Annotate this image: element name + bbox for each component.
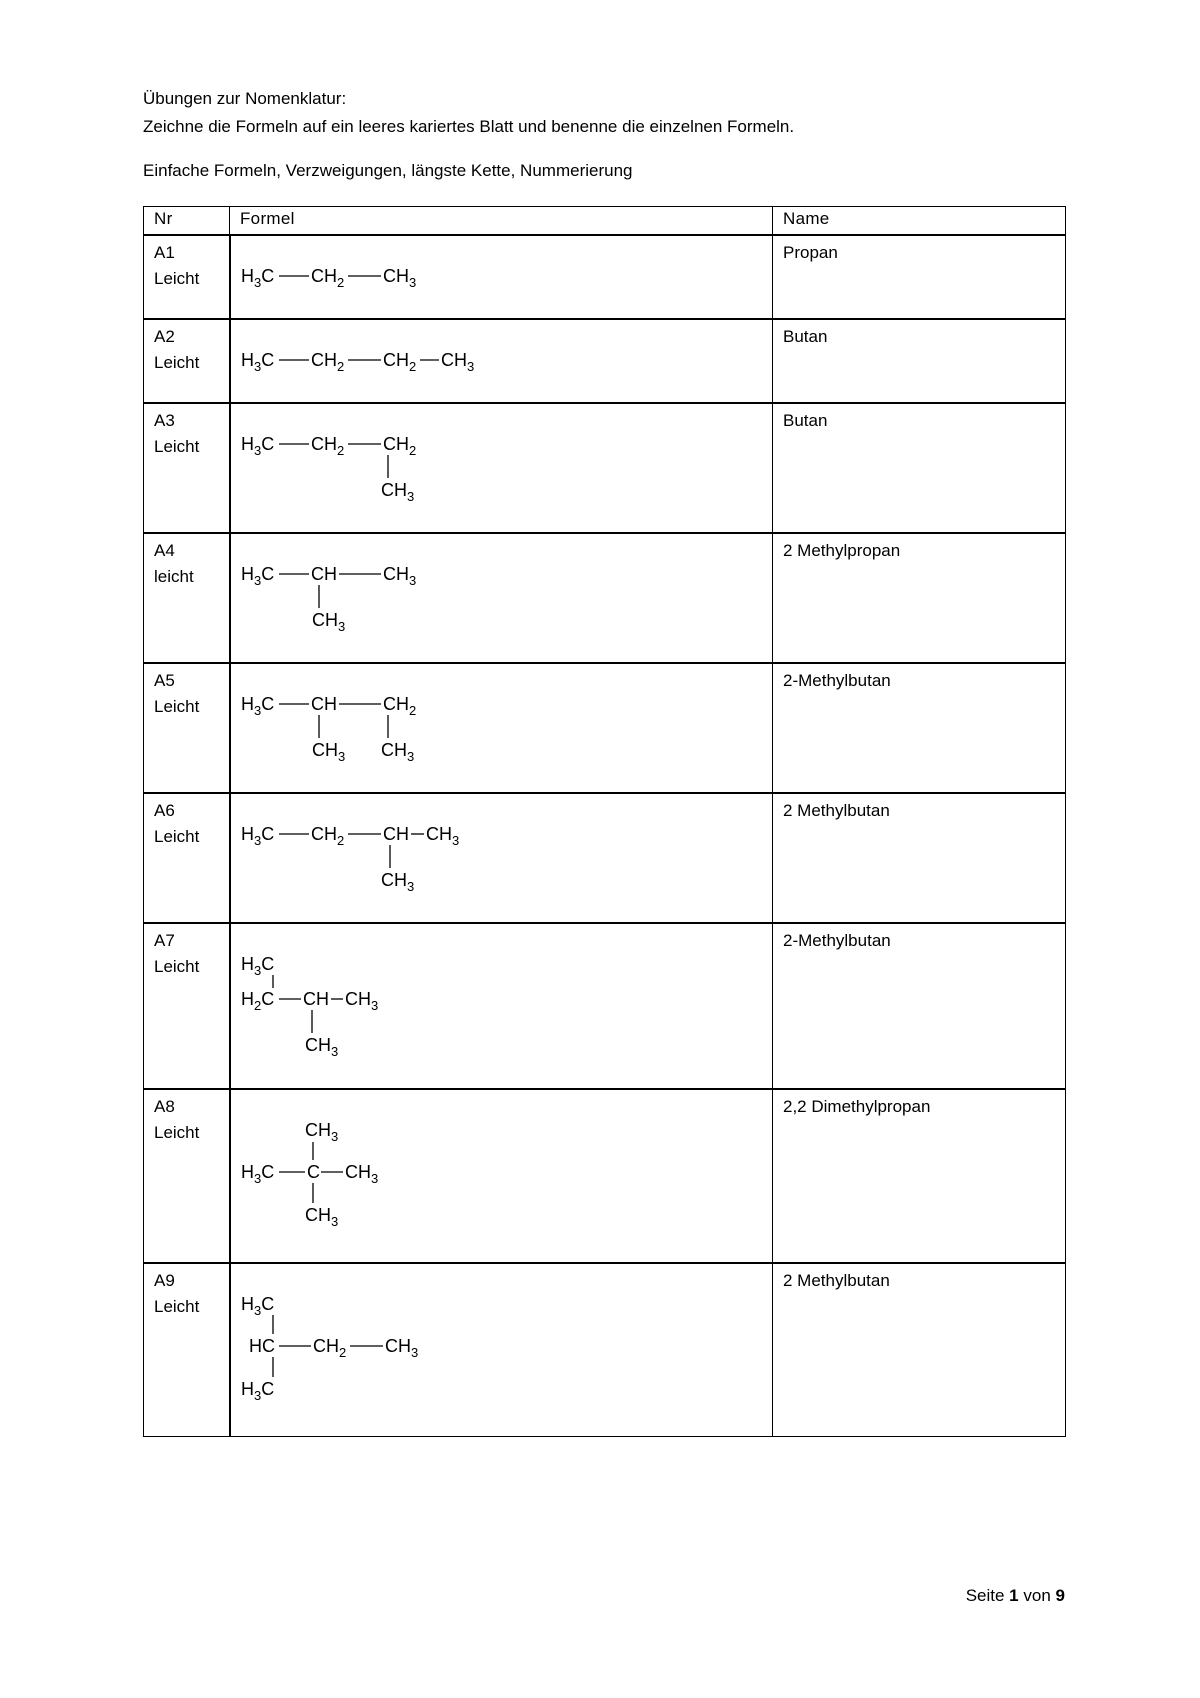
svg-text:CH3: $CH_3$ <box>344 1161 378 1186</box>
row-formula-cell <box>230 923 773 1089</box>
footer-prefix: Seite <box>965 1586 1005 1605</box>
row-name: 2-Methylbutan <box>773 663 1066 793</box>
row-nr-cell <box>144 793 230 923</box>
table-header-row <box>144 207 1066 235</box>
row-code: A9 <box>154 1270 175 1290</box>
row-level: Leicht <box>154 696 200 716</box>
row-nr-cell <box>144 319 230 403</box>
row-formula-cell <box>230 663 773 793</box>
svg-text:H3C: $H_3C$ <box>240 1293 274 1318</box>
row-level: Leicht <box>154 956 200 976</box>
structural-formula <box>231 1264 771 1436</box>
svg-text:CH3: $CH_3$ <box>382 563 416 588</box>
row-name: 2-Methylbutan <box>773 923 1066 1089</box>
svg-text:CH3: $CH_3$ <box>304 1119 338 1144</box>
svg-text:CH: CH <box>310 693 337 714</box>
table-row <box>144 403 1066 533</box>
row-level: Leicht <box>154 268 200 288</box>
svg-text:CH2: $CH_2$ <box>382 693 416 718</box>
svg-text:CH3: $CH_3$ <box>384 1335 418 1360</box>
svg-text:CH2: $CH_2$ <box>382 349 416 374</box>
svg-text:H3C: $H_3C$ <box>240 433 274 458</box>
row-name: 2 Methylbutan <box>773 1263 1066 1437</box>
header-formel: Formel <box>230 207 773 235</box>
row-code: A6 <box>154 800 175 820</box>
header-name: Name <box>773 207 1066 235</box>
svg-text:H3C: $H_3C$ <box>240 953 274 978</box>
row-level: Leicht <box>154 352 200 372</box>
row-name: 2 Methylbutan <box>773 793 1066 923</box>
svg-text:CH: CH <box>310 563 337 584</box>
svg-text:CH3: $CH_3$ <box>425 823 459 848</box>
svg-text:CH: CH <box>382 823 409 844</box>
row-level: Leicht <box>154 826 200 846</box>
row-nr-cell <box>144 533 230 663</box>
row-name: Propan <box>773 235 1066 319</box>
svg-text:CH3: $CH_3$ <box>344 988 378 1013</box>
heading-instruction: Zeichne die Formeln auf ein leeres kariertes Blatt und benenne die einzelnen Formeln. <box>143 117 795 136</box>
row-level: Leicht <box>154 1122 200 1142</box>
svg-text:CH3: $CH_3$ <box>440 349 474 374</box>
svg-text:CH3: $CH_3$ <box>380 479 414 504</box>
table-row <box>144 533 1066 663</box>
structural-formula <box>231 664 771 792</box>
row-code: A5 <box>154 670 175 690</box>
svg-text:CH3: $CH_3$ <box>311 609 345 634</box>
row-name: 2 Methylpropan <box>773 533 1066 663</box>
svg-text:CH2: $CH_2$ <box>310 823 344 848</box>
svg-text:H3C: $H_3C$ <box>240 823 274 848</box>
footer-page-number: 1 <box>1009 1586 1019 1605</box>
structural-formula <box>231 404 771 532</box>
row-formula-cell <box>230 1089 773 1263</box>
svg-text:CH3: $CH_3$ <box>380 739 414 764</box>
row-level: leicht <box>154 566 194 586</box>
svg-text:CH2: $CH_2$ <box>310 265 344 290</box>
row-name: Butan <box>773 403 1066 533</box>
svg-text:CH2: $CH_2$ <box>310 349 344 374</box>
row-code: A7 <box>154 930 175 950</box>
structural-formula <box>231 794 771 922</box>
table-row <box>144 1263 1066 1437</box>
table-row <box>144 319 1066 403</box>
structural-formula <box>231 320 771 402</box>
row-formula-cell <box>230 403 773 533</box>
structural-formula <box>231 236 771 318</box>
svg-text:CH3: $CH_3$ <box>311 739 345 764</box>
svg-text:H3C: $H_3C$ <box>240 693 274 718</box>
heading-title: Übungen zur Nomenklatur: <box>143 89 347 108</box>
row-formula-cell <box>230 319 773 403</box>
row-formula-cell <box>230 235 773 319</box>
header-nr: Nr <box>144 207 230 235</box>
heading-topics: Einfache Formeln, Verzweigungen, längste Kette, Nummerierung <box>143 161 633 180</box>
svg-text:H2C: $H_2C$ <box>240 988 274 1013</box>
svg-text:CH3: $CH_3$ <box>304 1034 338 1059</box>
row-level: Leicht <box>154 436 200 456</box>
structural-formula <box>231 1090 771 1262</box>
exercise-table <box>143 206 1066 1437</box>
svg-text:CH2: $CH_2$ <box>310 433 344 458</box>
row-nr-cell <box>144 1263 230 1437</box>
svg-text:H3C: $H_3C$ <box>240 563 274 588</box>
svg-text:CH3: $CH_3$ <box>382 265 416 290</box>
svg-text:C: C <box>306 1161 320 1182</box>
svg-text:CH3: $CH_3$ <box>304 1204 338 1229</box>
page-footer <box>966 1586 1065 1606</box>
footer-total-pages: 9 <box>1055 1586 1065 1605</box>
table-row <box>144 923 1066 1089</box>
row-nr-cell <box>144 403 230 533</box>
row-nr-cell <box>144 235 230 319</box>
row-level: Leicht <box>154 1296 200 1316</box>
structural-formula <box>231 924 771 1088</box>
table-row <box>144 235 1066 319</box>
row-code: A3 <box>154 410 175 430</box>
svg-text:H3C: $H_3C$ <box>240 349 274 374</box>
svg-text:CH: CH <box>302 988 329 1009</box>
row-nr-cell <box>144 1089 230 1263</box>
row-code: A8 <box>154 1096 175 1116</box>
svg-text:H3C: $H_3C$ <box>240 1161 274 1186</box>
table-row <box>144 793 1066 923</box>
row-formula-cell <box>230 1263 773 1437</box>
structural-formula <box>231 534 771 662</box>
svg-text:H3C: $H_3C$ <box>240 265 274 290</box>
svg-text:CH3: $CH_3$ <box>380 869 414 894</box>
svg-text:HC: HC <box>248 1335 275 1356</box>
row-formula-cell <box>230 533 773 663</box>
table-row <box>144 663 1066 793</box>
table-row <box>144 1089 1066 1263</box>
row-code: A1 <box>154 242 175 262</box>
row-code: A4 <box>154 540 175 560</box>
footer-middle: von <box>1023 1586 1051 1605</box>
row-name: Butan <box>773 319 1066 403</box>
svg-text:CH2: $CH_2$ <box>312 1335 346 1360</box>
svg-text:H3C: $H_3C$ <box>240 1378 274 1403</box>
row-nr-cell <box>144 663 230 793</box>
row-name: 2,2 Dimethylpropan <box>773 1089 1066 1263</box>
row-formula-cell <box>230 793 773 923</box>
row-nr-cell <box>144 923 230 1089</box>
row-code: A2 <box>154 326 175 346</box>
svg-text:CH2: $CH_2$ <box>382 433 416 458</box>
